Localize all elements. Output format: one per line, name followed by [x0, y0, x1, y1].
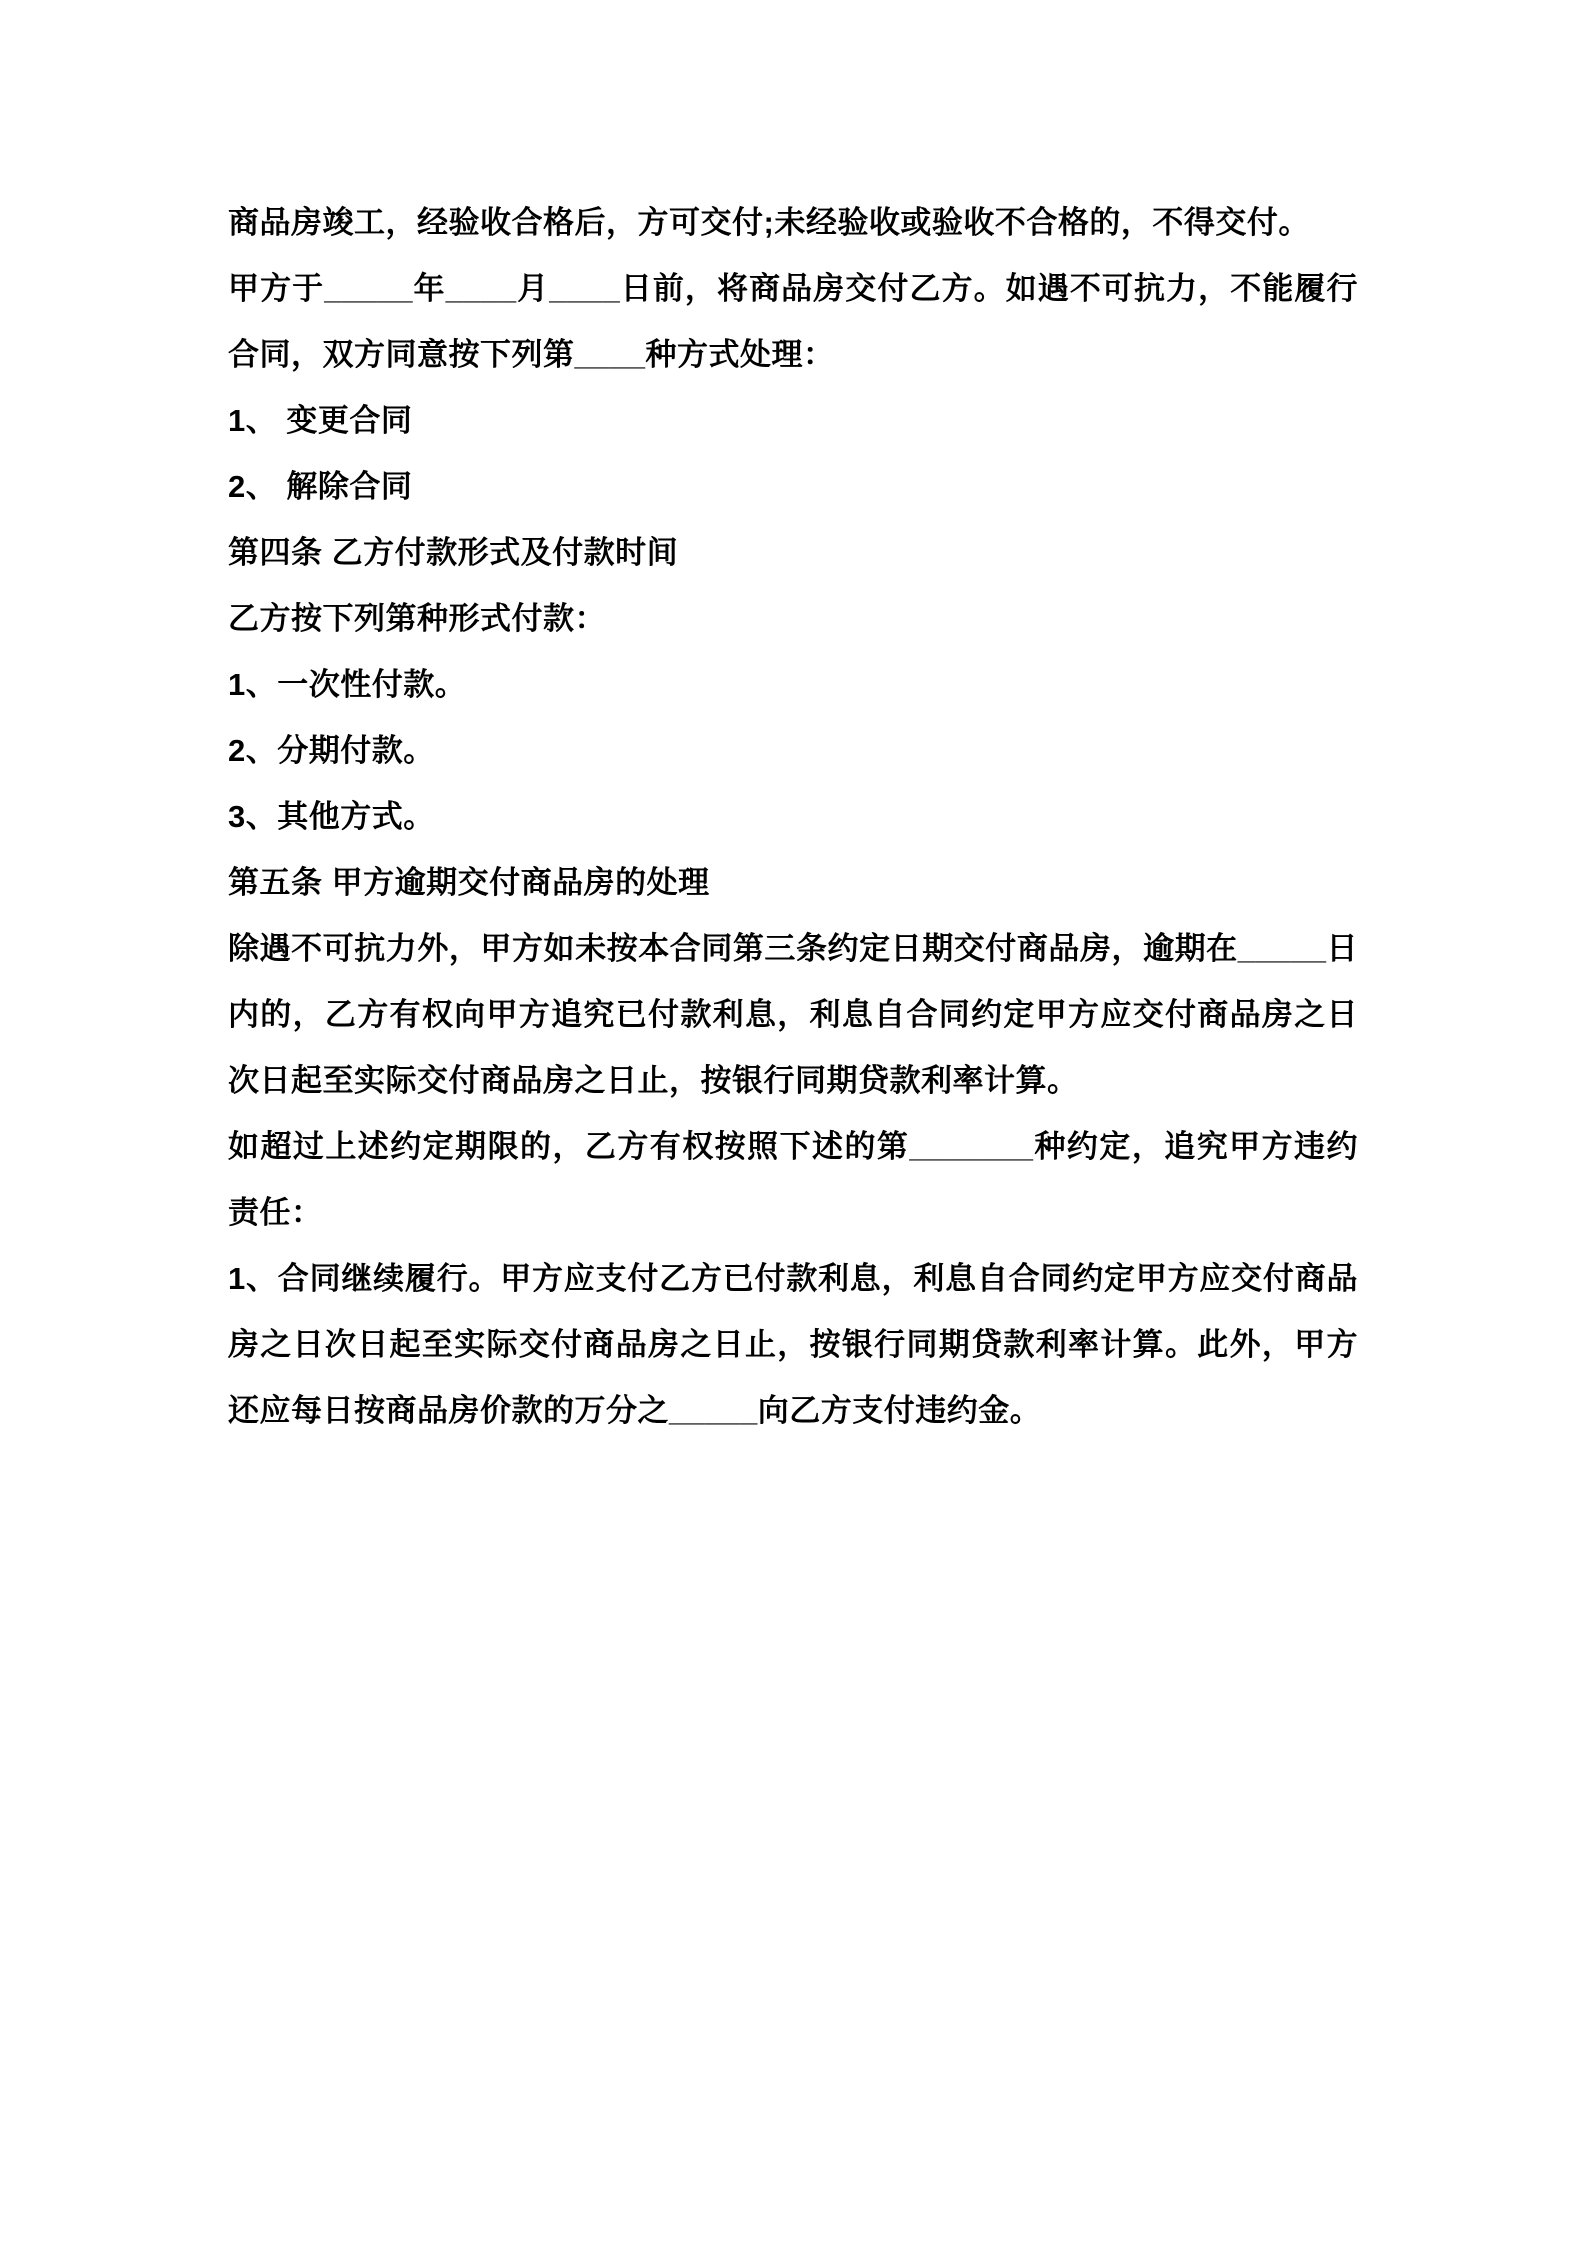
- paragraph-breach-option-one: 1、合同继续履行。甲方应支付乙方已付款利息，利息自合同约定甲方应交付商品房之日次日起至实际交付商品房之日止，按银行同期贷款利率计算。此外，甲方还应每日按商品房价款的万分之_____向乙方支付违约金。: [228, 1261, 1358, 1428]
- heading-article-five: 第五条 甲方逾期交付商品房的处理: [228, 865, 710, 900]
- paragraph-payment-option-one: 1、一次性付款。: [228, 667, 467, 702]
- paragraph-delivery-acceptance: 商品房竣工，经验收合格后，方可交付;未经验收或验收不合格的，不得交付。: [228, 205, 1310, 240]
- heading-article-four: 第四条 乙方付款形式及付款时间: [228, 535, 679, 570]
- paragraph-payment-option-two: 2、分期付款。: [228, 733, 435, 768]
- paragraph-exceed-term: 如超过上述约定期限的，乙方有权按照下述的第_______种约定，追究甲方违约责任：: [228, 1129, 1358, 1230]
- paragraph-option-terminate-contract: 2、 解除合同: [228, 469, 413, 504]
- paragraph-option-change-contract: 1、 变更合同: [228, 403, 413, 438]
- paragraph-payment-form-intro: 乙方按下列第种形式付款：: [228, 601, 606, 636]
- paragraph-payment-option-three: 3、其他方式。: [228, 799, 435, 834]
- paragraph-delivery-date: 甲方于_____年____月____日前，将商品房交付乙方。如遇不可抗力，不能履行合同，双方同意按下列第____种方式处理：: [228, 271, 1358, 372]
- paragraph-overdue-interest: 除遇不可抗力外，甲方如未按本合同第三条约定日期交付商品房，逾期在_____日内的，乙方有权向甲方追究已付款利息，利息自合同约定甲方应交付商品房之日次日起至实际交付商品房之日止，按银行同期贷款利率计算。: [228, 931, 1358, 1098]
- document-body: [228, 190, 1358, 1444]
